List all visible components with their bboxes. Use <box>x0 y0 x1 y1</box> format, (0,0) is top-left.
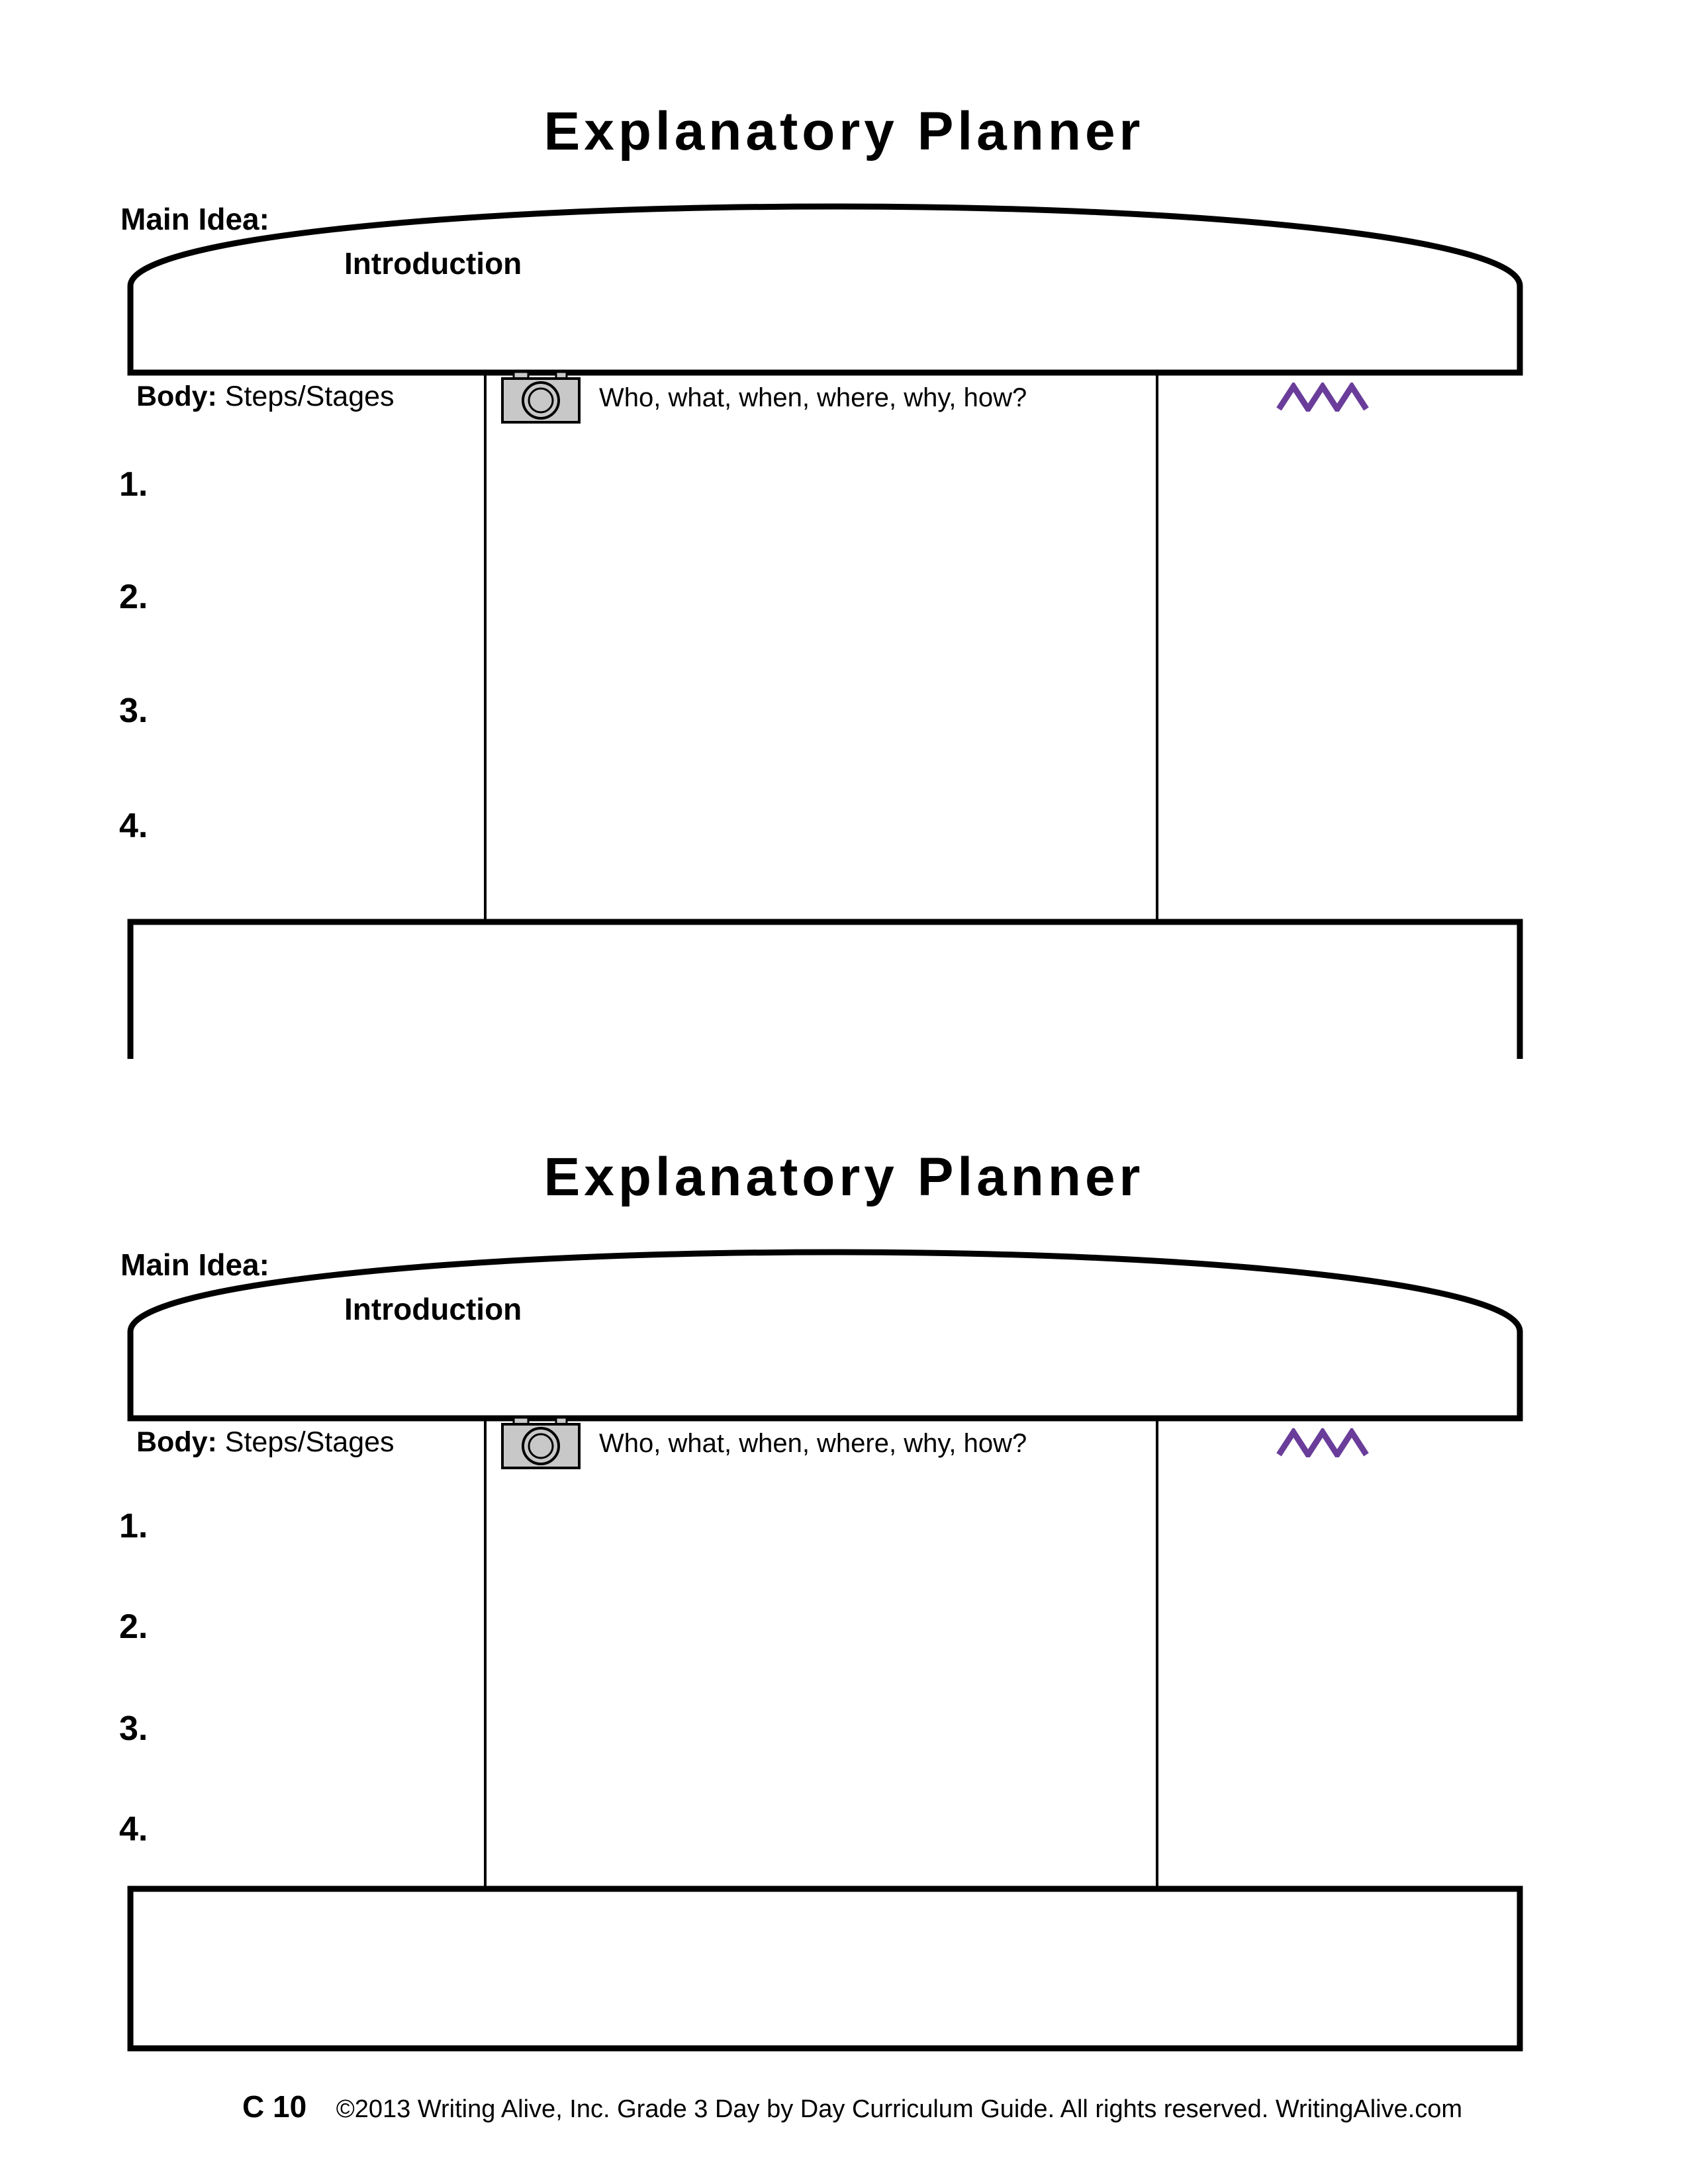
zigzag-icon <box>1276 1428 1369 1457</box>
camera-icon <box>500 1416 581 1471</box>
conclusion-box <box>130 1889 1520 2048</box>
step-number-1: 1. <box>119 465 148 504</box>
camera-icon <box>500 371 581 425</box>
steps-label: Steps/Stages <box>224 1426 395 1458</box>
main-idea-label: Main Idea: <box>120 202 269 236</box>
body-heading: Body: <box>136 381 217 412</box>
page-number: C 10 <box>242 2089 307 2124</box>
zigzag-icon <box>1276 383 1369 412</box>
steps-label: Steps/Stages <box>224 381 395 412</box>
step-number-2: 2. <box>119 1608 148 1646</box>
introduction-label: Introduction <box>344 246 522 281</box>
step-number-1: 1. <box>119 1507 148 1545</box>
conclusion-box <box>130 922 1520 1059</box>
body-heading: Body: <box>136 1426 217 1458</box>
questions-label: Who, what, when, where, why, how? <box>599 1429 1027 1458</box>
introduction-arch <box>130 1252 1520 1418</box>
page-title: Explanatory Planner <box>543 1147 1145 1207</box>
page-title: Explanatory Planner <box>543 101 1145 161</box>
copyright-text: ©2013 Writing Alive, Inc. Grade 3 Day by Day Curriculum Guide. All rights reserved. WritingAlive.com <box>336 2095 1463 2123</box>
introduction-arch <box>130 206 1520 373</box>
questions-label: Who, what, when, where, why, how? <box>599 383 1027 412</box>
introduction-label: Introduction <box>344 1292 522 1326</box>
planner-top <box>0 0 1688 1059</box>
body-label <box>136 383 395 411</box>
planner-bottom <box>0 1046 1688 2105</box>
main-idea-label: Main Idea: <box>120 1248 269 1282</box>
step-number-3: 3. <box>119 1709 148 1748</box>
step-number-4: 4. <box>119 1810 148 1848</box>
step-number-4: 4. <box>119 807 148 845</box>
body-label <box>136 1428 395 1457</box>
step-number-3: 3. <box>119 692 148 730</box>
step-number-2: 2. <box>119 578 148 616</box>
page-footer <box>242 2091 1462 2122</box>
